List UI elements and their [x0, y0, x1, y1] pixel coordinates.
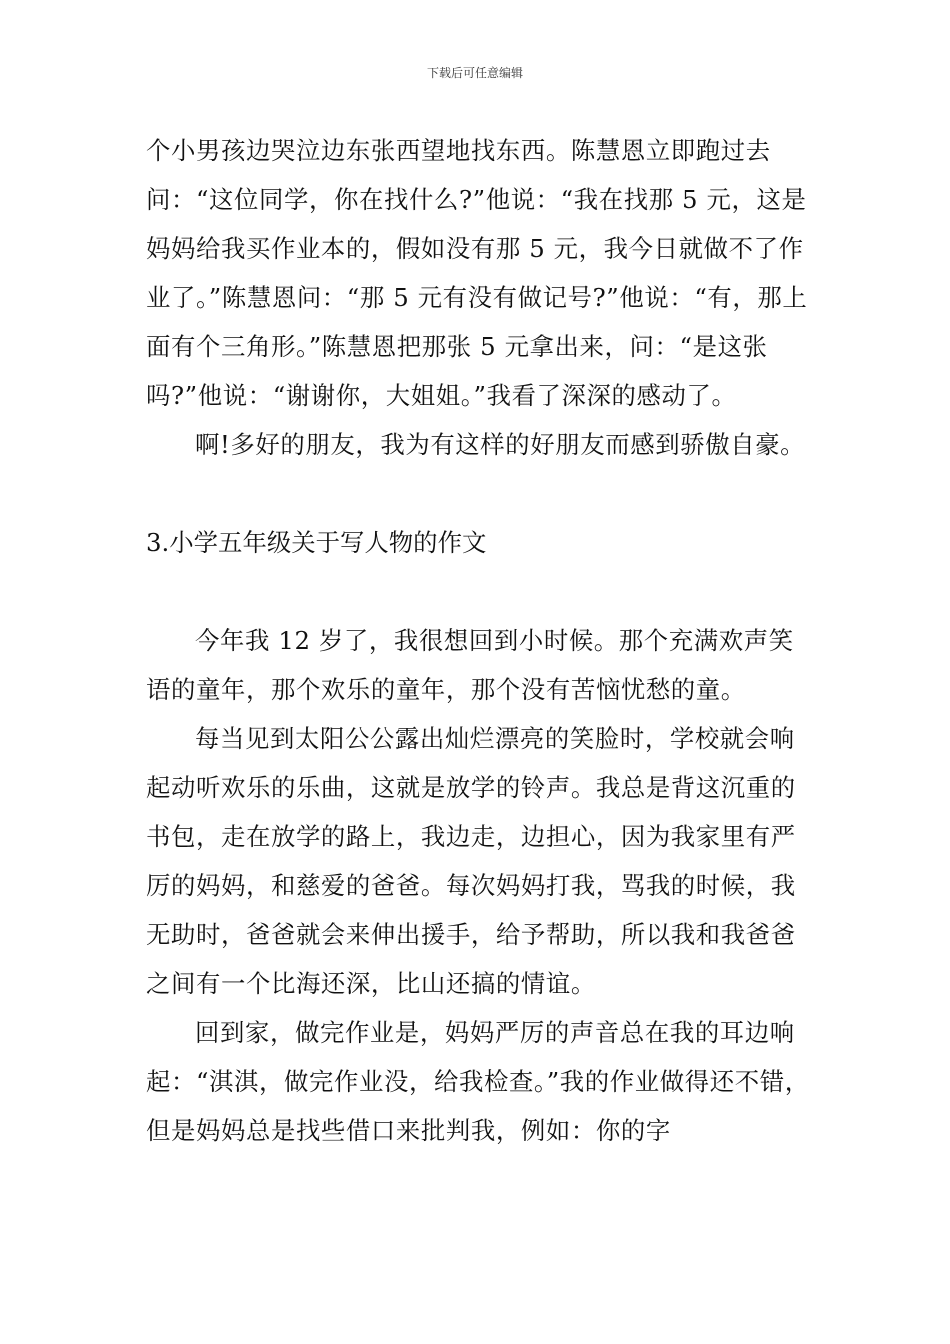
paragraph-continuation: 个小男孩边哭泣边东张西望地找东西。陈慧恩立即跑过去问：“这位同学，你在找什么?”他说：“我在找那 5 元，这是妈妈给我买作业本的，假如没有那 5 元，我今日就做不了作业了。”陈慧恩问：“那 5 元有没有做记号?”他说：“有，那上面有个三角形。”陈慧恩把那张 5 元拿出来，问：“是这张吗?”他说：“谢谢你，大姐姐。”我看了深深的感动了。	[146, 136, 808, 410]
page-header: 下载后可任意编辑	[426, 66, 523, 80]
paragraph: 今年我 12 岁了，我很想回到小时候。那个充满欢声笑语的童年，那个欢乐的童年，那个没有苦恼忧愁的童。	[146, 626, 794, 704]
paragraph: 啊!多好的朋友，我为有这样的好朋友而感到骄傲自豪。	[195, 430, 806, 459]
paragraph: 回到家，做完作业是，妈妈严厉的声音总在我的耳边响起：“淇淇，做完作业没，给我检查。”我的作业做得还不错，但是妈妈总是找些借口来批判我，例如：你的字	[146, 1018, 810, 1145]
paragraph: 每当见到太阳公公露出灿烂漂亮的笑脸时，学校就会响起动听欢乐的乐曲，这就是放学的铃声。我总是背这沉重的书包，走在放学的路上，我边走，边担心，因为我家里有严厉的妈妈，和慈爱的爸爸。每次妈妈打我，骂我的时候，我无助时，爸爸就会来伸出援手，给予帮助，所以我和我爸爸之间有一个比海还深，比山还搞的情谊。	[146, 724, 796, 998]
section-heading: 3.小学五年级关于写人物的作文	[146, 528, 487, 557]
document-body	[146, 126, 812, 1155]
